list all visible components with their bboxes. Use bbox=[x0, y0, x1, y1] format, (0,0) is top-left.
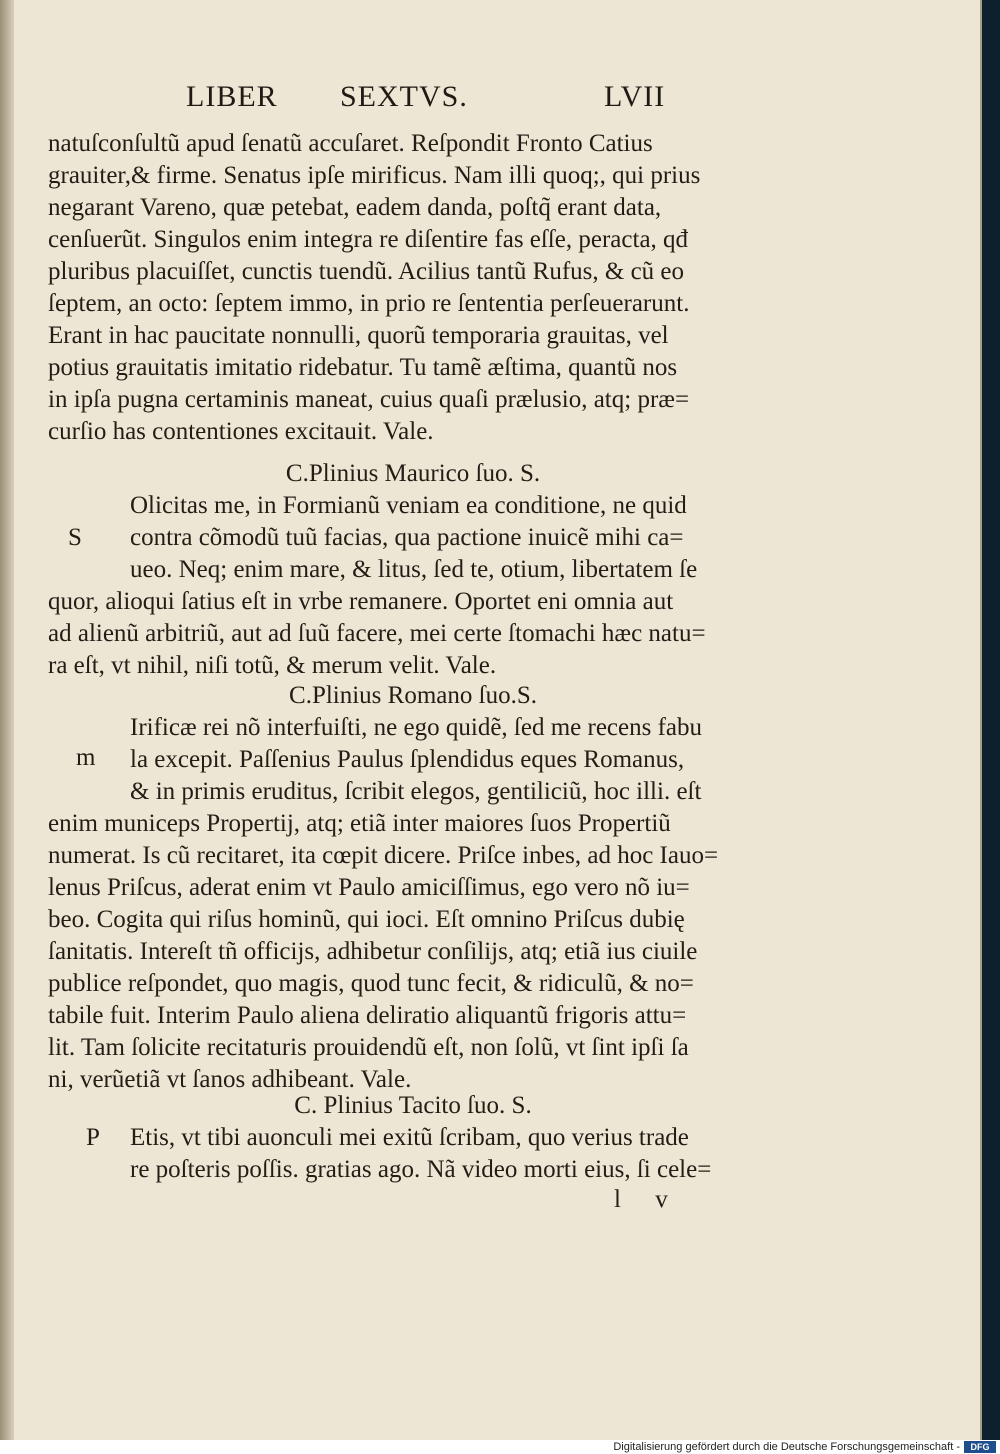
text-line: beo. Cogita qui riſus hominũ, qui ioci. Eſt omnino Priſcus dubię bbox=[48, 906, 685, 933]
text-line: publice reſpondet, quo magis, quod tunc fecit, & ridiculũ, & no= bbox=[48, 970, 694, 997]
text-line: cenſuerũt. Singulos enim integra re diſentire fas eſſe, peracta, qđ bbox=[48, 226, 689, 253]
text-line: curſio has contentiones excitauit. Vale. bbox=[48, 418, 434, 445]
letter-heading: C.Plinius Romano ſuo.S. bbox=[289, 682, 537, 709]
text-line: ſeptem, an octo: ſeptem immo, in prio re ſententia perſeuerarunt. bbox=[48, 290, 690, 317]
text-line: quor, alioqui ſatius eſt in vrbe remanere. Oportet eni omnia aut bbox=[48, 588, 674, 615]
letter-romano bbox=[48, 680, 738, 1096]
guide-letter: S bbox=[68, 524, 82, 551]
text-line: re poſteris poſſis. gratias ago. Nã video morti eius, ſi cele= bbox=[130, 1156, 712, 1183]
running-title-left: LIBER bbox=[186, 80, 278, 113]
text-line: in ipſa pugna certaminis maneat, cuius quaſi prælusio, atq; præ= bbox=[48, 386, 690, 413]
letter-tacito bbox=[48, 1090, 738, 1186]
text-line: enim municeps Propertij, atq; etiã inter maiores ſuos Propertiũ bbox=[48, 810, 671, 837]
text-line: Etis, vt tibi auonculi mei exitũ ſcribam, quo verius trade bbox=[130, 1124, 689, 1151]
text-line: Irificæ rei nõ interfuiſti, ne ego quidẽ, ſed me recens fabu bbox=[130, 714, 703, 741]
text-line: contra cõmodũ tuũ facias, qua pactione inuicẽ mihi ca= bbox=[130, 524, 684, 551]
text-line: ſanitatis. Intereſt tñ officijs, adhibetur conſilijs, atq; etiã ius ciuile bbox=[48, 938, 698, 965]
opening-text bbox=[48, 128, 738, 448]
running-header bbox=[0, 80, 982, 120]
text-line: ueo. Neq; enim mare, & litus, ſed te, otium, libertatem ſe bbox=[130, 556, 698, 583]
letter-maurico bbox=[48, 458, 738, 682]
letter-heading: C. Plinius Tacito ſuo. S. bbox=[294, 1092, 532, 1119]
guide-letter: m bbox=[76, 744, 96, 771]
text-line: tabile fuit. Interim Paulo aliena deliratio aliquantũ frigoris attu= bbox=[48, 1002, 687, 1029]
text-line: lenus Priſcus, aderat enim vt Paulo amiciſſimus, ego vero nõ iu= bbox=[48, 874, 690, 901]
text-line: potius grauitatis imitatio ridebatur. Tu tamẽ æſtima, quantũ nos bbox=[48, 354, 678, 381]
text-line: & in primis eruditus, ſcribit elegos, gentiliciũ, hoc illi. eſt bbox=[130, 778, 702, 805]
text-line: numerat. Is cũ recitaret, ita cœpit dicere. Priſce inbes, ad hoc Iauo= bbox=[48, 842, 719, 869]
text-line: ad alienũ arbitriũ, aut ad ſuũ facere, mei certe ſtomachi hæc natu= bbox=[48, 620, 706, 647]
signature-mark: l v bbox=[614, 1186, 682, 1213]
text-line: Erant in hac paucitate nonnulli, quorũ temporaria grauitas, vel bbox=[48, 322, 669, 349]
guide-letter: P bbox=[86, 1124, 100, 1151]
text-line: Olicitas me, in Formianũ veniam ea conditione, ne quid bbox=[130, 492, 687, 519]
running-title-mid: SEXTVS. bbox=[340, 80, 468, 113]
letter-heading: C.Plinius Maurico ſuo. S. bbox=[285, 460, 541, 487]
text-line: natuſconſultũ apud ſenatũ accuſaret. Reſpondit Fronto Catius bbox=[48, 130, 653, 157]
text-line: ra eſt, vt nihil, niſi totũ, & merum velit. Vale. bbox=[48, 652, 497, 679]
text-line: ni, verũetiã vt ſanos adhibeant. Vale. bbox=[48, 1066, 412, 1093]
text-line: pluribus placuiſſet, cunctis tuendũ. Acilius tantũ Rufus, & cũ eo bbox=[48, 258, 685, 285]
text-line: negarant Vareno, quæ petebat, eadem danda, poſtq̃ erant data, bbox=[48, 194, 662, 221]
text-line: grauiter,& firme. Senatus ipſe mirificus. Nam illi quoq;, qui prius bbox=[48, 162, 701, 189]
folio-number: LVII bbox=[604, 80, 666, 113]
footer-bar bbox=[0, 1440, 1000, 1454]
funding-credit: Digitalisierung gefördert durch die Deutsche Forschungsgemeinschaft - bbox=[613, 1441, 960, 1453]
text-line: la excepit. Paſſenius Paulus ſplendidus eques Romanus, bbox=[130, 746, 685, 773]
page-edge bbox=[0, 0, 14, 1440]
text-line: lit. Tam ſolicite recitaturis prouidendũ eſt, non ſolũ, vt ſint ipſi ſa bbox=[48, 1034, 689, 1061]
dfg-logo: DFG bbox=[964, 1441, 996, 1453]
